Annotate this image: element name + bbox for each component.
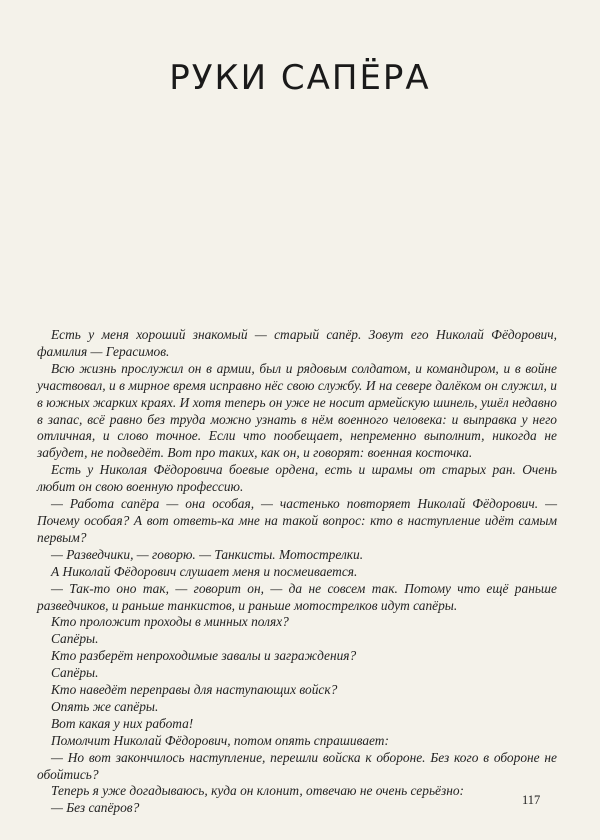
paragraph: Кто наведёт переправы для наступающих войск? (51, 682, 338, 698)
paragraph: — Работа сапёра — она особая, — частенько повторяет Николай Фёдорович. — Почему особая? А вот ответь-ка мне на такой вопрос: кто в наступление идёт самым первым? (37, 496, 557, 545)
paragraph: Кто разберёт непроходимые завалы и заграждения? (51, 648, 357, 664)
paragraph: Помолчит Николай Фёдорович, потом опять спрашивает: (51, 732, 389, 748)
paragraph: Всю жизнь прослужил он в армии, был и рядовым солдатом, и командиром, и в войне участвовал, и в мирное время исправно нёс свою службу. И на севере далёком он служил, и в южных жарких краях. И хотя теперь он уже не носит армейскую шинель, ушёл недавно в запас, всё равно без труда можно узнать в нём военного человека: и выправка у него отличная, и слово точное. Если что пообещает, непременно выполнит, никогда не забудет, не подведёт. Вот про таких, как он, и говорят: военная косточка. (37, 360, 557, 461)
paragraph: — Так-то оно так, — говорит он, — да не совсем так. Потому что ещё раньше разведчиков, и раньше танкистов, и раньше мотострелков идут сапёры. (37, 580, 557, 613)
chapter-title: РУКИ САПЁРА (169, 58, 431, 98)
body-text (37, 327, 557, 817)
paragraph: Есть у меня хороший знакомый — старый сапёр. Зовут его Николай Фёдорович, фамилия — Герасимов. (37, 327, 557, 359)
paragraph: — Разведчики, — говорю. — Танкисты. Мотострелки. (51, 546, 364, 562)
paragraph: — Без сапёров? (51, 800, 140, 816)
paragraph: А Николай Фёдорович слушает меня и посмеивается. (51, 563, 358, 579)
paragraph: Кто проложит проходы в минных полях? (51, 614, 289, 630)
page-number: 117 (522, 793, 541, 807)
paragraph: Сапёры. (51, 665, 99, 681)
paragraph: Опять же сапёры. (51, 698, 159, 714)
paragraph: Сапёры. (51, 631, 99, 647)
paragraph: Теперь я уже догадываюсь, куда он клонит, отвечаю не очень серьёзно: (51, 783, 464, 799)
paragraph: — Но вот закончилось наступление, перешли войска к обороне. Без кого в обороне не обойтись? (37, 749, 557, 782)
paragraph: Вот какая у них работа! (51, 715, 194, 731)
paragraph: Есть у Николая Фёдоровича боевые ордена, есть и шрамы от старых ран. Очень любит он свою военную профессию. (37, 462, 557, 495)
